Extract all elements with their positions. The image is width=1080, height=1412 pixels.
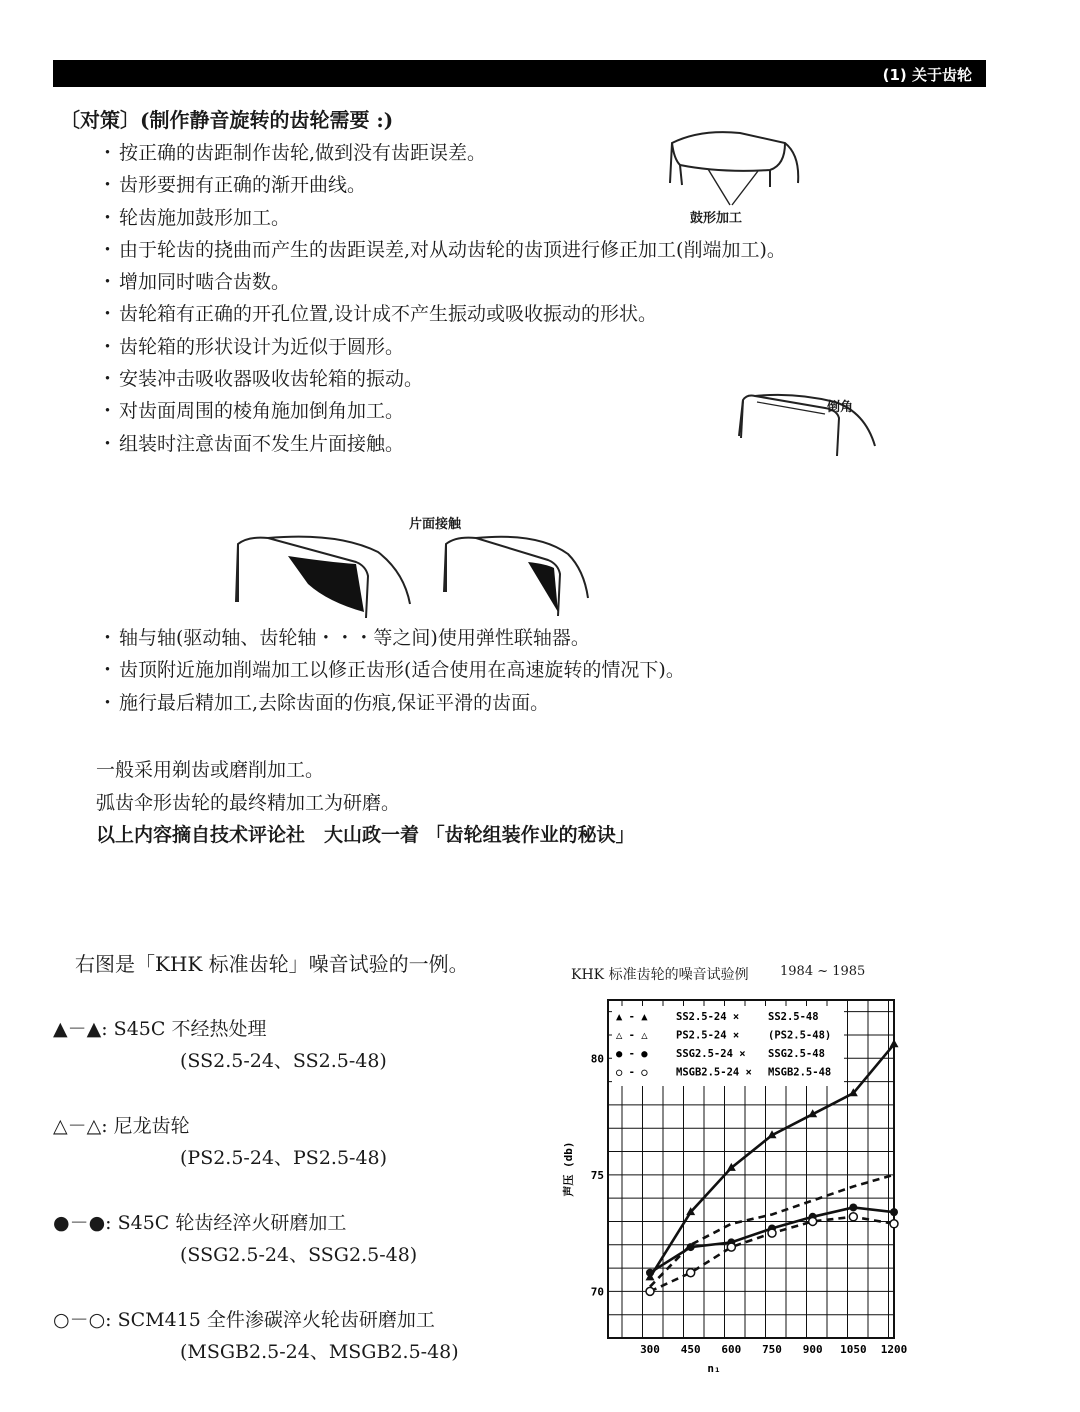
chart-legend-series-a: SSG2.5-24 × — [676, 1048, 746, 1060]
open-circle-marker — [809, 1217, 817, 1225]
legend-desc: : S45C 不经热处理 — [101, 1018, 267, 1040]
legend-item — [53, 1111, 190, 1138]
list-item: ・ 对齿面周围的棱角施加倒角加工。 — [98, 395, 786, 427]
list-item: ・ 按正确的齿距制作齿轮,做到没有齿距误差。 — [98, 137, 786, 169]
list-item: ・ 组装时注意齿面不发生片面接触。 — [98, 428, 786, 460]
chart-legend-series-a: MSGB2.5-24 × — [676, 1066, 752, 1079]
open-circle-marker — [646, 1287, 654, 1295]
chart-legend-symbol: ○ - ○ — [616, 1066, 648, 1079]
section-header-bar — [53, 60, 986, 87]
chart-legend-series-b: SSG2.5-48 — [768, 1048, 825, 1060]
filled-circle-marker — [687, 1243, 695, 1251]
chart-legend-series-b: SS2.5-48 — [768, 1011, 819, 1023]
list-item: ・ 施行最后精加工,去除齿面的伤痕,保证平滑的齿面。 — [98, 687, 685, 719]
source-citation: 以上内容摘自技术评论社 大山政一着 「齿轮组装作业的秘诀」 — [96, 824, 635, 846]
y-tick-label: 80 — [590, 1052, 604, 1066]
countermeasure-list-2 — [98, 622, 685, 719]
chart-legend-series-b: (PS2.5-48) — [768, 1029, 832, 1042]
legend-sub: (PS2.5-24、PS2.5-48) — [180, 1147, 388, 1169]
one-side-contact-figure — [228, 532, 618, 622]
filled-circle-marker — [646, 1269, 654, 1277]
note-line: 一般采用剃齿或磨削加工。 — [96, 759, 325, 781]
legend-symbol: ●－● — [53, 1212, 106, 1234]
chart-title: KHK 标准齿轮的噪音试验例 — [571, 967, 749, 983]
list-item: ・ 齿轮箱有正确的开孔位置,设计成不产生振动或吸收振动的形状。 — [98, 298, 786, 330]
legend-sub: (SS2.5-24、SS2.5-48) — [180, 1050, 387, 1072]
chart-legend-series-a: PS2.5-24 × — [676, 1029, 740, 1042]
legend-item — [53, 1305, 435, 1332]
x-tick-label: 1200 — [880, 1343, 908, 1356]
legend-symbol: △－△ — [53, 1115, 102, 1137]
list-item: ・ 齿轮箱的形状设计为近似于圆形。 — [98, 331, 786, 363]
legend-desc: : SCM415 全件渗碳淬火轮齿研磨加工 — [105, 1309, 435, 1331]
x-tick-label: 300 — [640, 1343, 660, 1356]
open-circle-marker — [687, 1269, 695, 1277]
x-tick-label: 750 — [762, 1343, 782, 1356]
x-tick-label: 450 — [680, 1343, 701, 1356]
chamfer-tooth-figure — [735, 388, 885, 468]
y-tick-label: 70 — [590, 1285, 604, 1299]
countermeasure-heading: 〔对策〕(制作静音旋转的齿轮需要 :) — [60, 108, 394, 132]
chart-legend-symbol: ● - ● — [616, 1048, 648, 1060]
chart-intro: 右图是「KHK 标准齿轮」噪音试验的一例。 — [75, 952, 469, 976]
x-axis-label: n₁ — [707, 1362, 721, 1375]
filled-circle-marker — [890, 1208, 898, 1216]
chart-legend-symbol: △ - △ — [616, 1029, 648, 1042]
section-title: (1) 关于齿轮 — [882, 66, 972, 84]
open-circle-marker — [727, 1243, 735, 1251]
legend-item — [53, 1208, 346, 1235]
triangle-marker — [890, 1039, 899, 1047]
legend-symbol: ▲－▲ — [53, 1018, 102, 1040]
list-item: ・ 轴与轴(驱动轴、齿轮轴・・・等之间)使用弹性联轴器。 — [98, 622, 685, 654]
chart-legend-symbol: ▲ - ▲ — [616, 1011, 648, 1023]
list-item: ・ 由于轮齿的挠曲而产生的齿距误差,对从动齿轮的齿顶进行修正加工(削端加工)。 — [98, 234, 786, 266]
legend-sub: (MSGB2.5-24、MSGB2.5-48) — [180, 1341, 459, 1363]
legend-item — [53, 1014, 266, 1041]
list-item: ・ 增加同时啮合齿数。 — [98, 266, 786, 298]
crowning-label: 鼓形加工 — [690, 211, 743, 226]
list-item: ・ 齿顶附近施加削端加工以修正齿形(适合使用在高速旋转的情况下)。 — [98, 654, 685, 686]
open-circle-marker — [890, 1220, 898, 1228]
open-circle-marker — [849, 1213, 857, 1221]
filled-circle-marker — [849, 1203, 857, 1211]
chart-subtitle: 1984 ~ 1985 — [780, 964, 866, 979]
crowning-tooth-figure — [660, 125, 810, 205]
y-tick-label: 75 — [590, 1168, 604, 1182]
x-tick-label: 1050 — [840, 1343, 867, 1356]
chamfer-label: 倒角 — [827, 400, 854, 415]
legend-desc: : 尼龙齿轮 — [101, 1115, 190, 1137]
list-item: ・ 齿形要拥有正确的渐开曲线。 — [98, 169, 786, 201]
list-item: ・ 安装冲击吸收器吸收齿轮箱的振动。 — [98, 363, 786, 395]
x-tick-label: 900 — [802, 1343, 823, 1356]
open-circle-marker — [768, 1229, 776, 1237]
legend-symbol: ○－○ — [53, 1309, 106, 1331]
legend-sub: (SSG2.5-24、SSG2.5-48) — [180, 1244, 418, 1266]
chart-legend-series-a: SS2.5-24 × — [676, 1011, 740, 1023]
noise-test-chart — [550, 990, 930, 1382]
chart-legend-series-b: MSGB2.5-48 — [768, 1066, 832, 1079]
legend-desc: : S45C 轮齿经淬火研磨加工 — [105, 1212, 347, 1234]
list-item: ・ 轮齿施加鼓形加工。 — [98, 202, 786, 234]
x-tick-label: 600 — [721, 1343, 742, 1356]
one-side-contact-label: 片面接触 — [409, 517, 462, 532]
note-line: 弧齿伞形齿轮的最终精加工为研磨。 — [96, 792, 401, 814]
y-axis-label: 声压 (db) — [562, 1141, 575, 1197]
